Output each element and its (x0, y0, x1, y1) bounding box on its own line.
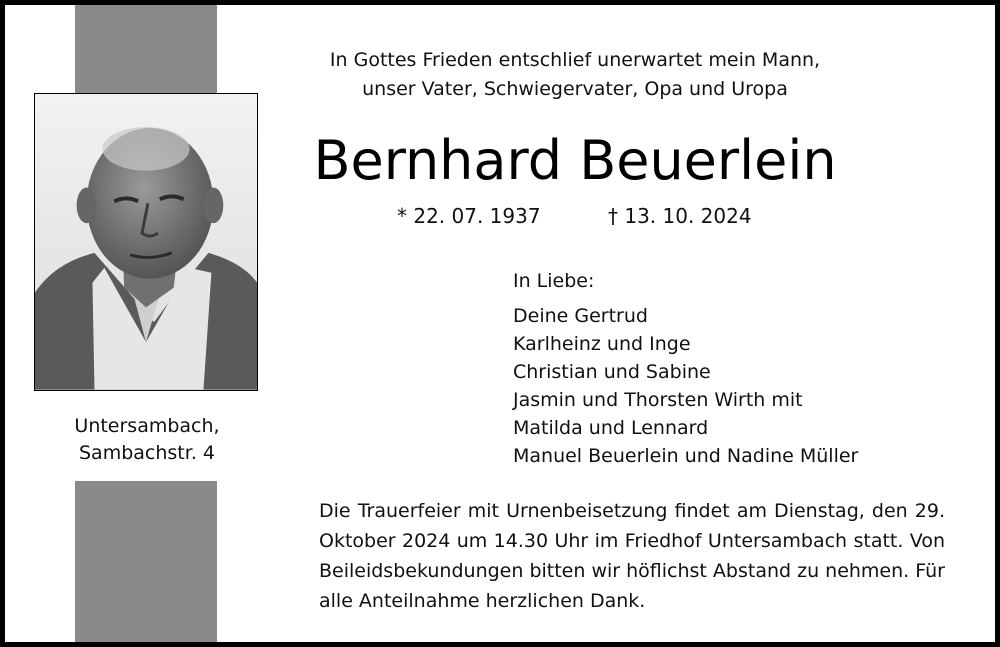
intro-line-2: unser Vater, Schwiegervater, Opa und Uropa (362, 78, 788, 100)
mourners-heading: In Liebe: (513, 270, 595, 292)
mourner-item: Karlheinz und Inge (513, 333, 691, 355)
mourner-item: Deine Gertrud (513, 305, 648, 327)
gray-bar-bottom (75, 481, 217, 642)
intro-text (305, 46, 845, 104)
mourner-item: Manuel Beuerlein und Nadine Müller (513, 445, 859, 467)
birth-date: * 22. 07. 1937 (397, 204, 541, 228)
address (45, 413, 249, 467)
intro-line-1: In Gottes Frieden entschlief unerwartet mein Mann, (329, 49, 821, 71)
gray-bar-top (75, 5, 217, 93)
address-town: Untersambach, (74, 415, 220, 437)
deceased-name: Bernhard Beuerlein (313, 129, 837, 192)
ceremony-notice: Die Trauerfeier mit Urnenbeisetzung findet am Dienstag, den 29. Oktober 2024 um 14.30 Uhr im Friedhof Untersambach statt. Von Beileidsbekundungen bitten wir höflichst Abstand zu nehmen. Für alle Anteilnahme herzlichen Dank. (319, 500, 945, 612)
address-street: Sambachstr. 4 (79, 442, 215, 464)
mourners-list (513, 302, 858, 470)
mourner-item: Christian und Sabine (513, 361, 711, 383)
mourner-item: Jasmin und Thorsten Wirth mit (513, 389, 803, 411)
death-date: † 13. 10. 2024 (608, 204, 752, 228)
portrait-photo (34, 93, 258, 391)
mourner-item: Matilda und Lennard (513, 417, 709, 439)
